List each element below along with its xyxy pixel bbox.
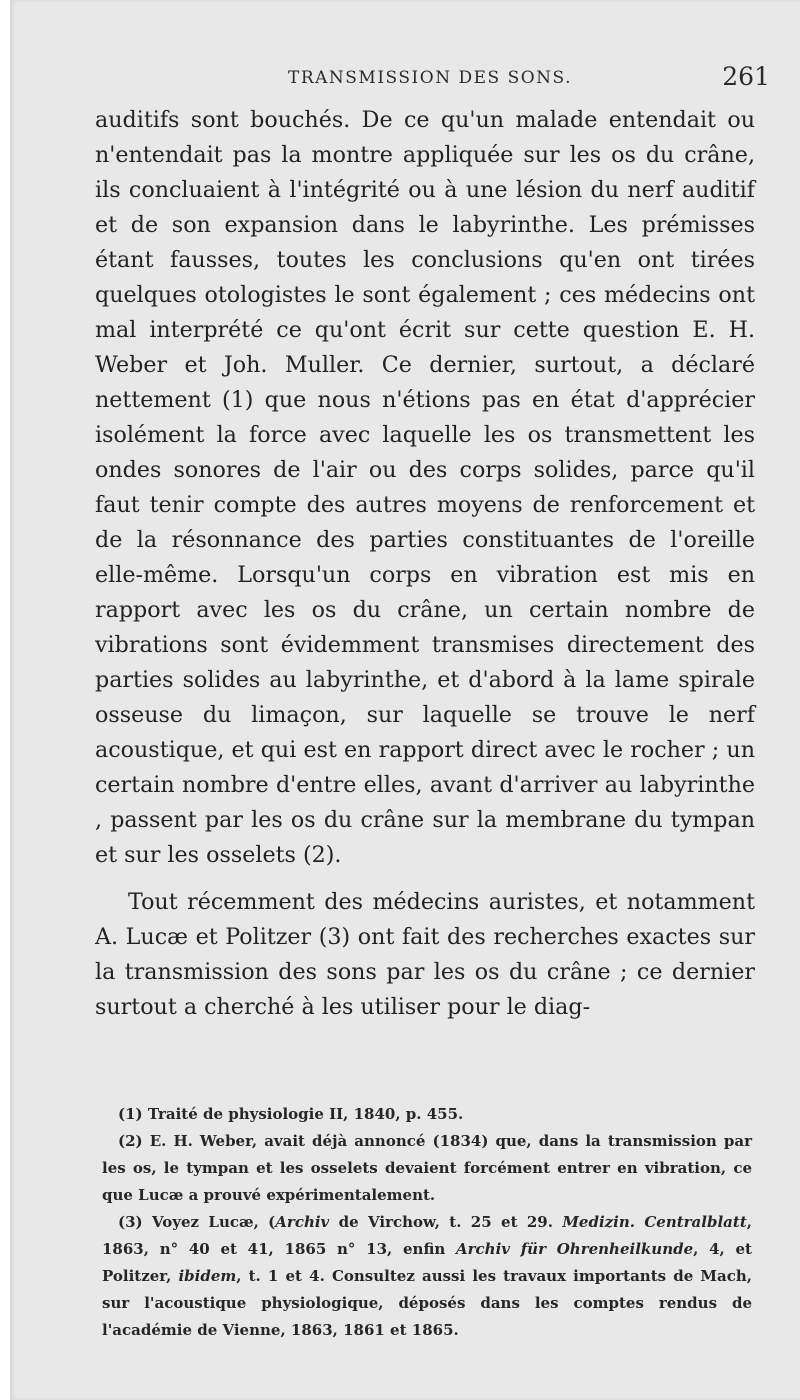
main-text [95,103,755,1025]
running-title: TRANSMISSION DES SONS. [288,68,572,88]
paragraph-2: Tout récemment des médecins auristes, et notamment A. Lucæ et Politzer (3) ont fait des recherches exactes sur la transmission des sons par les os du crâne ; ce dernier surtout a cherché à les utiliser pour le diag- [95,889,755,1020]
footnote-3 [102,1209,752,1344]
footnote-1-label: (1) [118,1105,143,1123]
footnote-3-part-4: , 4, et Politzer, [102,1240,752,1285]
book-page [10,0,800,1400]
footnote-1 [102,1101,752,1128]
footnote-3-text [102,1213,752,1339]
page-number: 261 [722,62,770,91]
paragraph-1: auditifs sont bouchés. De ce qu'un malade entendait ou n'entendait pas la montre appliquée sur les os du crâne, ils concluaient à l'intégrité ou à une lésion du nerf auditif et de son expansion dans le labyrinthe. Les prémisses étant fausses, toutes les conclusions qu'en ont tirées quelques otologistes le sont également ; ces médecins ont mal interprété ce qu'ont écrit sur cette question E. H. Weber et Joh. Muller. Ce dernier, surtout, a déclaré nettement (1) que nous n'étions pas en état d'apprécier isolément la force avec laquelle les os transmettent les ondes sonores de l'air ou des corps solides, parce qu'il faut tenir compte des autres moyens de renforcement et de la résonnance des parties constituantes de l'oreille elle-même. Lorsqu'un corps en vibration est mis en rapport avec les os du crâne, un certain nombre de vibrations sont évidemment transmises directement des parties solides au labyrinthe, et d'abord à la lame spirale osseuse du limaçon, sur laquelle se trouve le nerf acoustique, et qui est en rapport direct avec le rocher ; un certain nombre d'entre elles, avant d'arriver au labyrinthe , passent par les os du crâne sur la membrane du tympan et sur les osselets (2). [95,107,755,868]
footnote-2 [102,1128,752,1209]
footnote-3-part-2: de Virchow, t. 25 et 29. [329,1213,563,1231]
footnote-2-text: E. H. Weber, avait déjà annoncé (1834) que, dans la transmission par les os, le tympan et les osselets devaient forcément entrer en vibration, ce que Lucæ a prouvé expérimentalement. [102,1132,752,1204]
footnote-3-italic-archiv: Archiv [275,1213,330,1231]
footnote-2-label: (2) [118,1132,143,1150]
footnote-3-part-1: Voyez Lucæ, ( [152,1213,276,1231]
footnote-3-italic-ohrenheilkunde: Archiv für Ohrenheilkunde [456,1240,694,1258]
footnotes [102,1101,752,1344]
page-header [10,62,770,98]
footnote-3-label: (3) [118,1213,143,1231]
footnote-3-part-3: , 1863, n° 40 et 41, 1865 n° 13, enfin [102,1213,752,1258]
footnote-3-part-5: , t. 1 et 4. Consultez aussi les travaux importants de Mach, sur l'acoustique physiologique, déposés dans les comptes rendus de l'académie de Vienne, 1863, 1861 et 1865. [102,1267,752,1339]
footnote-1-text: Traité de physiologie II, 1840, p. 455. [147,1105,464,1123]
footnote-3-italic-ibidem: ibidem [178,1267,237,1285]
footnote-3-italic-centralblatt: Medizin. Centralblatt [562,1213,747,1231]
